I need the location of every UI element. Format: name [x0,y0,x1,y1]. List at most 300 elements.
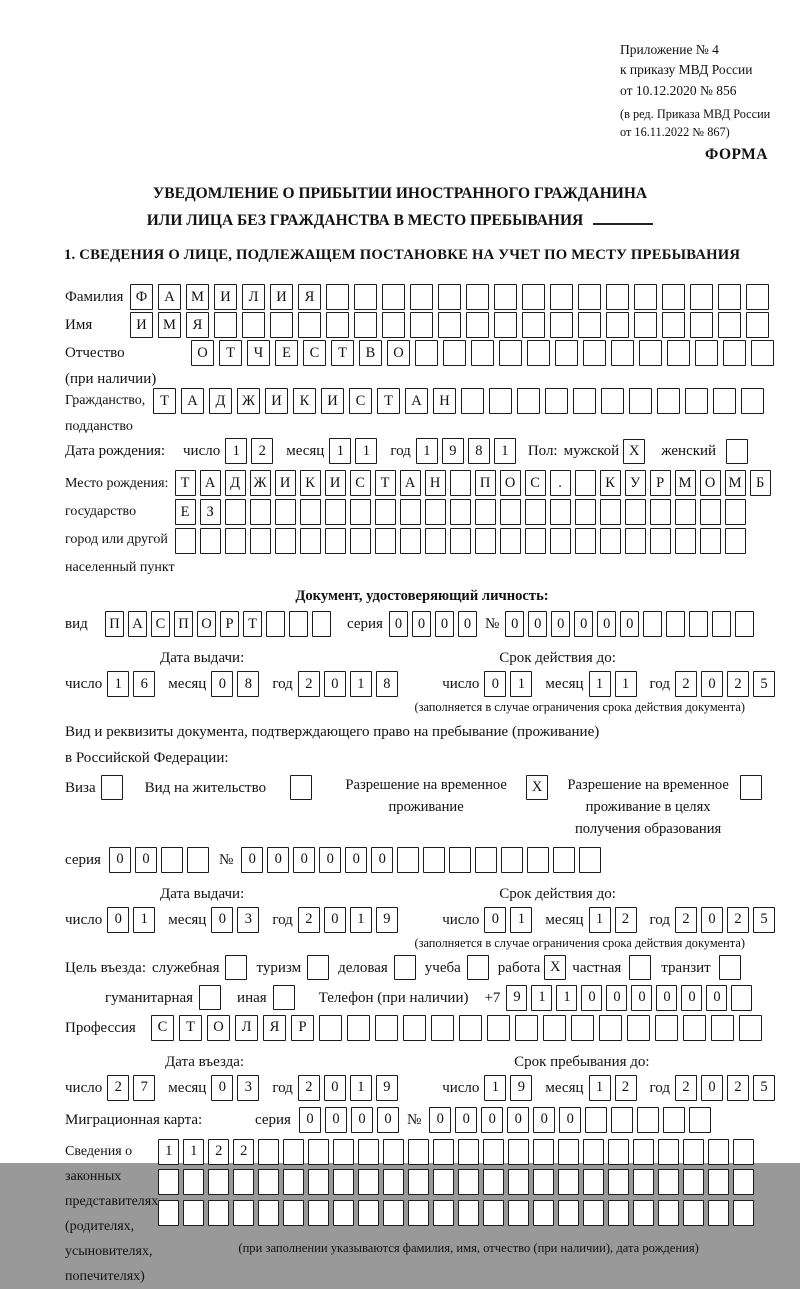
char-box[interactable]: 1 [494,438,516,464]
char-box[interactable]: 1 [350,671,372,697]
char-box[interactable] [375,499,396,525]
char-box[interactable] [325,528,346,554]
char-box[interactable]: Р [650,470,671,496]
char-box[interactable] [585,1107,607,1133]
char-box[interactable] [713,388,736,414]
char-box[interactable] [250,528,271,554]
char-box[interactable] [718,312,741,338]
char-box[interactable]: 0 [551,611,570,637]
char-box[interactable]: 0 [377,1107,399,1133]
char-box[interactable]: 2 [251,438,273,464]
char-box[interactable] [733,1169,754,1195]
char-box[interactable] [408,1200,429,1226]
char-box[interactable]: 0 [267,847,289,873]
char-box[interactable] [443,340,466,366]
char-box[interactable]: 0 [574,611,593,637]
char-box[interactable] [558,1139,579,1165]
char-box[interactable]: 0 [371,847,393,873]
char-box[interactable] [289,611,308,637]
char-box[interactable] [725,528,746,554]
char-box[interactable]: Т [377,388,400,414]
char-box[interactable] [558,1200,579,1226]
char-box[interactable] [382,312,405,338]
char-box[interactable] [508,1169,529,1195]
char-box[interactable]: Е [275,340,298,366]
char-box[interactable]: Ч [247,340,270,366]
char-box[interactable] [183,1169,204,1195]
char-box[interactable] [459,1015,482,1041]
char-box[interactable] [175,528,196,554]
char-box[interactable] [475,499,496,525]
char-box[interactable] [643,611,662,637]
char-box[interactable]: С [303,340,326,366]
char-box[interactable] [522,284,545,310]
char-box[interactable]: 7 [133,1075,155,1101]
char-box[interactable]: 1 [107,671,129,697]
char-box[interactable]: Н [425,470,446,496]
purpose-study-checkbox[interactable] [467,955,489,980]
char-box[interactable]: З [200,499,221,525]
char-box[interactable]: 0 [597,611,616,637]
char-box[interactable] [578,312,601,338]
char-box[interactable] [627,1015,650,1041]
char-box[interactable] [326,312,349,338]
char-box[interactable]: М [725,470,746,496]
char-box[interactable] [158,1200,179,1226]
char-box[interactable]: 2 [298,907,320,933]
char-box[interactable] [683,1015,706,1041]
char-box[interactable] [683,1169,704,1195]
char-box[interactable]: 2 [727,907,749,933]
char-box[interactable]: 2 [298,671,320,697]
char-box[interactable] [583,1169,604,1195]
char-box[interactable] [458,1169,479,1195]
char-box[interactable] [433,1139,454,1165]
char-box[interactable] [741,388,764,414]
purpose-tourism-checkbox[interactable] [307,955,329,980]
char-box[interactable]: 8 [376,671,398,697]
sex-male-checkbox[interactable]: X [623,439,645,464]
char-box[interactable] [187,847,209,873]
char-box[interactable] [725,499,746,525]
char-box[interactable]: 0 [533,1107,555,1133]
char-box[interactable] [637,1107,659,1133]
char-box[interactable]: С [349,388,372,414]
char-box[interactable]: 1 [484,1075,506,1101]
char-box[interactable] [700,528,721,554]
char-box[interactable] [690,284,713,310]
char-box[interactable] [214,312,237,338]
char-box[interactable] [578,284,601,310]
char-box[interactable]: 1 [589,671,611,697]
char-box[interactable] [708,1139,729,1165]
char-box[interactable]: 0 [389,611,408,637]
char-box[interactable]: 9 [376,1075,398,1101]
char-box[interactable]: . [550,470,571,496]
char-box[interactable]: А [405,388,428,414]
char-box[interactable]: А [200,470,221,496]
char-box[interactable] [408,1139,429,1165]
char-box[interactable]: 2 [615,1075,637,1101]
char-box[interactable]: 8 [468,438,490,464]
purpose-transit-checkbox[interactable] [719,955,741,980]
char-box[interactable] [675,499,696,525]
char-box[interactable]: 0 [458,611,477,637]
char-box[interactable]: Ж [237,388,260,414]
char-box[interactable]: 2 [727,1075,749,1101]
char-box[interactable]: 0 [324,907,346,933]
char-box[interactable] [689,611,708,637]
char-box[interactable] [731,985,752,1011]
char-box[interactable]: И [325,470,346,496]
char-box[interactable]: О [197,611,216,637]
char-box[interactable]: 0 [109,847,131,873]
char-box[interactable] [308,1169,329,1195]
char-box[interactable] [270,312,293,338]
char-box[interactable]: 1 [556,985,577,1011]
char-box[interactable] [739,1015,762,1041]
char-box[interactable] [543,1015,566,1041]
char-box[interactable]: Я [186,312,209,338]
char-box[interactable]: 9 [510,1075,532,1101]
char-box[interactable]: 2 [675,907,697,933]
char-box[interactable] [423,847,445,873]
char-box[interactable]: 0 [135,847,157,873]
char-box[interactable] [634,312,657,338]
residence-permit-checkbox[interactable] [290,775,312,800]
char-box[interactable] [326,284,349,310]
char-box[interactable] [499,340,522,366]
char-box[interactable] [350,499,371,525]
char-box[interactable]: М [186,284,209,310]
char-box[interactable]: 1 [133,907,155,933]
char-box[interactable] [200,528,221,554]
char-box[interactable] [550,528,571,554]
char-box[interactable] [689,1107,711,1133]
char-box[interactable]: С [151,1015,174,1041]
char-box[interactable]: 0 [507,1107,529,1133]
char-box[interactable] [517,388,540,414]
char-box[interactable]: 0 [701,1075,723,1101]
char-box[interactable] [583,340,606,366]
char-box[interactable] [508,1139,529,1165]
char-box[interactable] [611,340,634,366]
char-box[interactable] [438,284,461,310]
char-box[interactable] [575,499,596,525]
char-box[interactable] [400,499,421,525]
char-box[interactable]: О [500,470,521,496]
char-box[interactable] [527,847,549,873]
char-box[interactable]: 0 [324,1075,346,1101]
char-box[interactable] [575,528,596,554]
char-box[interactable] [383,1169,404,1195]
char-box[interactable] [300,528,321,554]
char-box[interactable] [450,499,471,525]
char-box[interactable]: О [191,340,214,366]
char-box[interactable] [695,340,718,366]
char-box[interactable] [410,312,433,338]
char-box[interactable] [608,1139,629,1165]
char-box[interactable] [746,284,769,310]
char-box[interactable]: 1 [531,985,552,1011]
char-box[interactable] [333,1200,354,1226]
char-box[interactable]: 1 [225,438,247,464]
char-box[interactable]: 1 [350,1075,372,1101]
char-box[interactable] [625,499,646,525]
char-box[interactable]: Н [433,388,456,414]
char-box[interactable] [308,1139,329,1165]
char-box[interactable] [600,528,621,554]
char-box[interactable]: 2 [675,671,697,697]
char-box[interactable] [733,1200,754,1226]
char-box[interactable]: 9 [376,907,398,933]
char-box[interactable] [242,312,265,338]
char-box[interactable]: 1 [615,671,637,697]
char-box[interactable]: 0 [505,611,524,637]
char-box[interactable]: 0 [581,985,602,1011]
char-box[interactable]: Ж [250,470,271,496]
char-box[interactable] [400,528,421,554]
char-box[interactable] [483,1139,504,1165]
char-box[interactable] [733,1139,754,1165]
char-box[interactable]: 0 [351,1107,373,1133]
purpose-humanitarian-checkbox[interactable] [199,985,221,1010]
char-box[interactable]: Я [263,1015,286,1041]
char-box[interactable]: 2 [298,1075,320,1101]
char-box[interactable] [383,1139,404,1165]
char-box[interactable] [550,284,573,310]
char-box[interactable]: 0 [299,1107,321,1133]
char-box[interactable]: 0 [528,611,547,637]
char-box[interactable]: К [293,388,316,414]
char-box[interactable] [600,499,621,525]
char-box[interactable] [158,1169,179,1195]
char-box[interactable]: 0 [681,985,702,1011]
char-box[interactable] [382,284,405,310]
char-box[interactable] [683,1139,704,1165]
char-box[interactable] [354,312,377,338]
char-box[interactable]: 0 [412,611,431,637]
char-box[interactable] [662,312,685,338]
char-box[interactable]: 9 [506,985,527,1011]
char-box[interactable]: Д [209,388,232,414]
char-box[interactable]: 1 [350,907,372,933]
char-box[interactable]: Т [219,340,242,366]
char-box[interactable]: Ф [130,284,153,310]
char-box[interactable] [658,1139,679,1165]
char-box[interactable]: 0 [435,611,454,637]
char-box[interactable]: 0 [455,1107,477,1133]
char-box[interactable] [250,499,271,525]
char-box[interactable] [525,499,546,525]
char-box[interactable] [711,1015,734,1041]
char-box[interactable]: 0 [606,985,627,1011]
char-box[interactable] [319,1015,342,1041]
char-box[interactable]: 9 [442,438,464,464]
char-box[interactable] [625,528,646,554]
char-box[interactable]: К [300,470,321,496]
char-box[interactable] [233,1200,254,1226]
char-box[interactable] [494,312,517,338]
char-box[interactable]: Б [750,470,771,496]
char-box[interactable]: И [265,388,288,414]
purpose-work-checkbox[interactable]: X [544,955,566,980]
char-box[interactable] [425,528,446,554]
purpose-commercial-checkbox[interactable] [394,955,416,980]
char-box[interactable]: 0 [345,847,367,873]
char-box[interactable] [708,1200,729,1226]
char-box[interactable] [466,312,489,338]
char-box[interactable] [475,847,497,873]
char-box[interactable]: Р [220,611,239,637]
char-box[interactable] [347,1015,370,1041]
char-box[interactable] [450,528,471,554]
char-box[interactable]: 0 [631,985,652,1011]
char-box[interactable]: 3 [237,1075,259,1101]
char-box[interactable] [550,499,571,525]
char-box[interactable] [258,1200,279,1226]
char-box[interactable] [425,499,446,525]
char-box[interactable]: А [128,611,147,637]
char-box[interactable]: Т [175,470,196,496]
char-box[interactable] [525,528,546,554]
char-box[interactable]: 0 [620,611,639,637]
char-box[interactable] [397,847,419,873]
char-box[interactable] [275,528,296,554]
char-box[interactable] [675,528,696,554]
char-box[interactable]: Л [235,1015,258,1041]
temp-residence-education-checkbox[interactable] [740,775,762,800]
char-box[interactable]: 3 [237,907,259,933]
char-box[interactable] [458,1200,479,1226]
char-box[interactable] [606,284,629,310]
visa-checkbox[interactable] [101,775,123,800]
char-box[interactable]: 1 [355,438,377,464]
char-box[interactable] [533,1169,554,1195]
char-box[interactable] [611,1107,633,1133]
char-box[interactable]: 2 [233,1139,254,1165]
char-box[interactable]: 1 [589,1075,611,1101]
char-box[interactable] [358,1169,379,1195]
char-box[interactable]: 1 [329,438,351,464]
char-box[interactable] [501,847,523,873]
char-box[interactable] [333,1139,354,1165]
char-box[interactable] [375,1015,398,1041]
char-box[interactable]: 2 [208,1139,229,1165]
char-box[interactable] [533,1139,554,1165]
char-box[interactable]: О [700,470,721,496]
char-box[interactable] [608,1200,629,1226]
char-box[interactable] [500,528,521,554]
char-box[interactable] [458,1139,479,1165]
char-box[interactable] [633,1200,654,1226]
char-box[interactable]: 0 [484,907,506,933]
char-box[interactable]: 0 [293,847,315,873]
char-box[interactable]: Е [175,499,196,525]
char-box[interactable]: Л [242,284,265,310]
char-box[interactable] [483,1169,504,1195]
char-box[interactable]: 1 [158,1139,179,1165]
char-box[interactable] [433,1169,454,1195]
char-box[interactable] [515,1015,538,1041]
char-box[interactable]: Я [298,284,321,310]
char-box[interactable]: С [525,470,546,496]
char-box[interactable]: В [359,340,382,366]
char-box[interactable]: О [387,340,410,366]
char-box[interactable]: 1 [510,671,532,697]
char-box[interactable]: У [625,470,646,496]
char-box[interactable] [466,284,489,310]
char-box[interactable] [233,1169,254,1195]
char-box[interactable]: И [321,388,344,414]
char-box[interactable]: С [151,611,170,637]
char-box[interactable]: И [214,284,237,310]
char-box[interactable] [312,611,331,637]
char-box[interactable] [325,499,346,525]
char-box[interactable] [183,1200,204,1226]
char-box[interactable]: Т [179,1015,202,1041]
char-box[interactable]: 0 [211,907,233,933]
char-box[interactable] [667,340,690,366]
char-box[interactable] [658,1200,679,1226]
char-box[interactable] [683,1200,704,1226]
char-box[interactable]: 6 [133,671,155,697]
char-box[interactable] [650,499,671,525]
char-box[interactable] [663,1107,685,1133]
char-box[interactable] [450,470,471,496]
char-box[interactable] [700,499,721,525]
char-box[interactable] [533,1200,554,1226]
char-box[interactable] [657,388,680,414]
char-box[interactable]: М [158,312,181,338]
char-box[interactable] [161,847,183,873]
char-box[interactable] [690,312,713,338]
char-box[interactable] [266,611,285,637]
char-box[interactable] [225,499,246,525]
char-box[interactable] [712,611,731,637]
char-box[interactable]: 1 [183,1139,204,1165]
char-box[interactable]: М [675,470,696,496]
char-box[interactable] [433,1200,454,1226]
char-box[interactable] [489,388,512,414]
char-box[interactable]: 8 [237,671,259,697]
char-box[interactable] [308,1200,329,1226]
char-box[interactable] [375,528,396,554]
char-box[interactable]: 0 [706,985,727,1011]
char-box[interactable] [527,340,550,366]
char-box[interactable] [300,499,321,525]
char-box[interactable]: Т [331,340,354,366]
char-box[interactable] [633,1169,654,1195]
char-box[interactable] [583,1139,604,1165]
char-box[interactable]: 5 [753,1075,775,1101]
char-box[interactable]: 5 [753,671,775,697]
char-box[interactable] [655,1015,678,1041]
char-box[interactable] [633,1139,654,1165]
char-box[interactable] [333,1169,354,1195]
char-box[interactable] [208,1169,229,1195]
char-box[interactable] [415,340,438,366]
char-box[interactable] [508,1200,529,1226]
char-box[interactable]: 1 [589,907,611,933]
char-box[interactable] [487,1015,510,1041]
char-box[interactable]: А [158,284,181,310]
char-box[interactable] [408,1169,429,1195]
char-box[interactable]: К [600,470,621,496]
char-box[interactable] [403,1015,426,1041]
char-box[interactable]: П [105,611,124,637]
char-box[interactable]: П [174,611,193,637]
